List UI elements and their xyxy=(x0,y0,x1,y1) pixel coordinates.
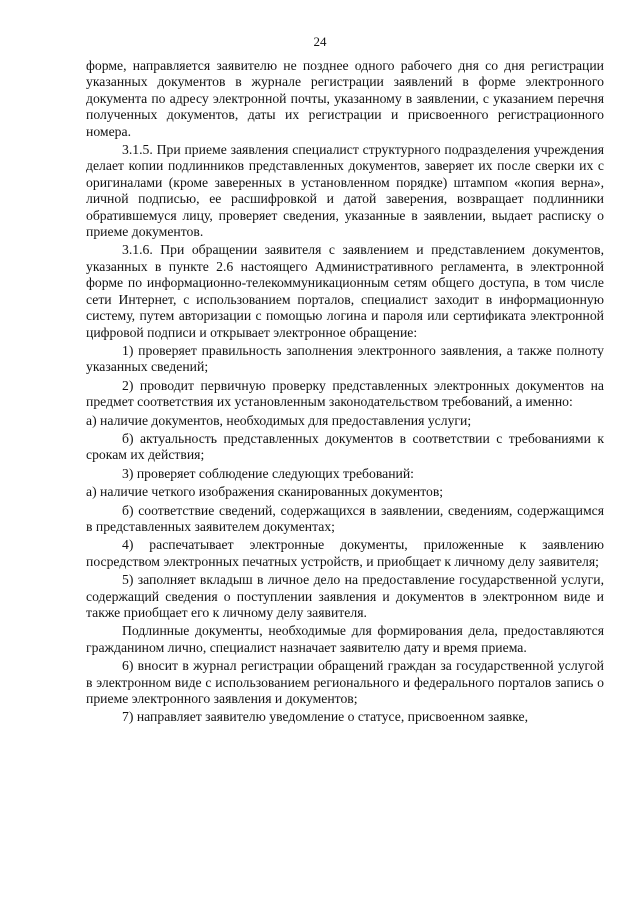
list-item: а) наличие четкого изображения сканированных документов; xyxy=(86,484,444,500)
list-item: 1) проверяет правильность заполнения электронного заявления, а также полноту указанных сведений; xyxy=(86,342,604,375)
list-item: б) актуальность представленных документов в соответствии с требованиями к срокам их действия; xyxy=(86,430,604,463)
list-item: 4) распечатывает электронные документы, приложенные к заявлению посредством электронных печатных устройств, и приобщает к личному делу заявителя; xyxy=(86,537,604,569)
paragraph: 3.1.5. При приеме заявления специалист структурного подразделения учреждения делает копии подлинников представленных документов, заверяет их после сверки их с оригиналами (кроме заверенных в установленном порядке) штампом «копия верна», личной подписью, ее расшифровкой и датой заверения, возвращает подлинники обратившемуся лицу, проверяет сведения, указанные в заявлении, выдает расписку о приеме документов. xyxy=(86,142,604,240)
paragraph: Подлинные документы, необходимые для формирования дела, предоставляются гражданином лично, специалист назначает заявителю дату и время приема. xyxy=(86,623,604,655)
list-item: 2) проводит первичную проверку представленных электронных документов на предмет соответствия их установленным законодательством требований, а именно: xyxy=(86,377,604,410)
document-body xyxy=(86,58,604,726)
list-item: а) наличие документов, необходимых для предоставления услуги; xyxy=(86,412,472,428)
paragraph: форме, направляется заявителю не позднее одного рабочего дня со дня регистрации указанных документов в журнале регистрации заявлений в форме электронного документа по адресу электронной почты, указанному в заявлении, с указанием перечня полученных документов, даты их регистрации и присвоенного регистрационного номера. xyxy=(86,58,604,139)
list-item: 7) направляет заявителю уведомление о статусе, присвоенном заявке, xyxy=(122,709,529,725)
page-number: 24 xyxy=(313,34,327,49)
list-item: 5) заполняет вкладыш в личное дело на предоставление государственной услуги, содержащий сведения о поступлении заявления и документов в электронном виде и также приобщает его к личному делу заявителя. xyxy=(86,572,604,620)
paragraph: 3.1.6. При обращении заявителя с заявлением и представлением документов, указанных в пункте 2.6 настоящего Административного регламента, в электронной форме по информационно-телекоммуникационным сетям общего доступа, в том числе сети Интернет, с использованием порталов, специалист заходит в информационную систему, путем авторизации с помощью логина и пароля или сертификата электронной цифровой подписи и открывает электронное обращение: xyxy=(86,242,604,340)
list-item: 6) вносит в журнал регистрации обращений граждан за государственной услугой в электронном виде с использованием регионального и федерального порталов запись о приеме электронного заявления и документов; xyxy=(86,658,604,707)
list-item: 3) проверяет соблюдение следующих требований: xyxy=(122,465,414,481)
list-item: б) соответствие сведений, содержащихся в заявлении, сведениям, содержащимся в представленных заявителем документах; xyxy=(86,502,604,534)
